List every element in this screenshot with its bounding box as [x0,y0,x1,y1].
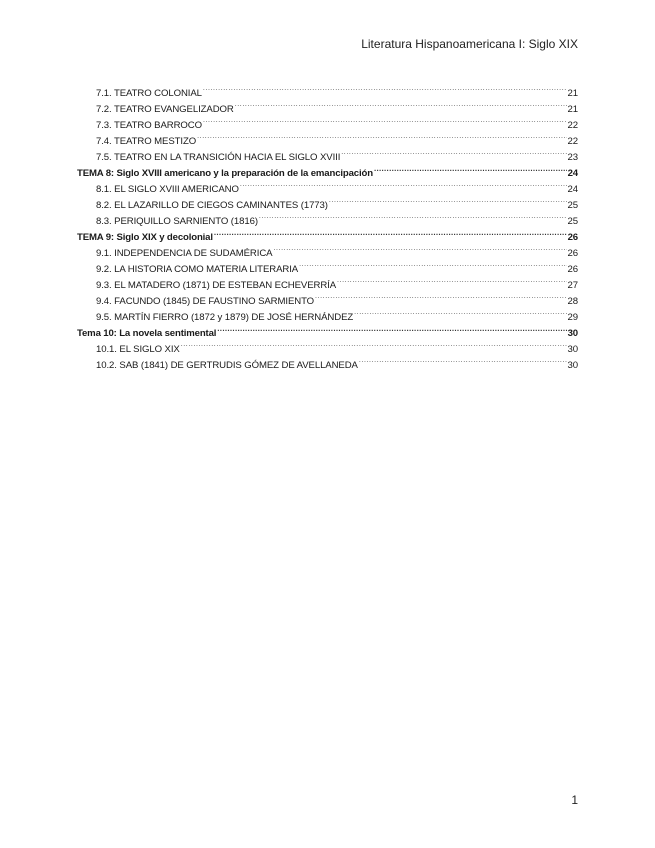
toc-dot-leader [329,192,567,208]
toc-entry-page-number: 29 [567,312,578,323]
toc-entry-page-number: 21 [567,104,578,115]
toc-entry-label: 7.5. TEATRO EN LA TRANSICIÓN HACIA EL SIGLO XVIII [96,152,341,163]
toc-entry-page-number: 28 [567,296,578,307]
toc-entry-label: 9.4. FACUNDO (1845) DE FAUSTINO SARMIENTO [96,296,315,307]
toc-entry-page-number: 30 [567,344,578,355]
toc-entry-page-number: 26 [567,232,578,243]
toc-dot-leader [315,288,566,304]
toc-dot-leader [374,160,567,176]
toc-entry-page-number: 30 [567,328,578,339]
toc-entry-label: 7.2. TEATRO EVANGELIZADOR [96,104,234,115]
toc-entry-label: 8.1. EL SIGLO XVIII AMERICANO [96,184,239,195]
toc-entry-label: Tema 10: La novela sentimental [77,328,217,339]
toc-entry-page-number: 22 [567,120,578,131]
toc-dot-leader [214,224,567,240]
toc-entry-page-number: 25 [567,200,578,211]
toc-dot-leader [217,320,566,336]
toc-entry-label: 9.3. EL MATADERO (1871) DE ESTEBAN ECHEVERRÍA [96,280,337,291]
toc-entry-label: 9.5. MARTÍN FIERRO (1872 y 1879) DE JOSÉ HERNÁNDEZ [96,312,354,323]
toc-dot-leader [299,256,566,272]
toc-dot-leader [181,336,567,352]
toc-entry-page-number: 26 [567,264,578,275]
toc-entry-label: 8.3. PERIQUILLO SARNIENTO (1816) [96,216,258,227]
toc-entry-page-number: 24 [567,168,578,179]
toc-entry-label: TEMA 9: Siglo XIX y decolonial [77,232,213,243]
toc-dot-leader [235,96,567,112]
toc-entry-label: 7.3. TEATRO BARROCO [96,120,202,131]
toc-entry-page-number: 21 [567,88,578,99]
toc-entry-page-number: 22 [567,136,578,147]
toc-dot-leader [203,80,567,96]
toc-entry-label: TEMA 8: Siglo XVIII americano y la preparación de la emancipación [77,168,373,179]
toc-dot-leader [240,176,567,192]
toc-dot-leader [337,272,566,288]
toc-entry-page-number: 27 [567,280,578,291]
toc-dot-leader [203,112,567,128]
toc-dot-leader [354,304,566,320]
toc-entry-label: 8.2. EL LAZARILLO DE CIEGOS CAMINANTES (1773) [96,200,328,211]
toc-entry-page-number: 24 [567,184,578,195]
toc-entry-label: 10.1. EL SIGLO XIX [96,344,180,355]
toc-entry-page-number: 30 [567,360,578,371]
toc-entry-label: 7.4. TEATRO MESTIZO [96,136,197,147]
page-header-title: Literatura Hispanoamericana I: Siglo XIX [361,37,578,51]
toc-dot-leader [341,144,566,160]
page-number: 1 [571,793,578,807]
table-of-contents [77,80,578,371]
toc-dot-leader [259,208,567,224]
toc-dot-leader [273,240,566,256]
toc-entry-page-number: 23 [567,152,578,163]
toc-entry-label: 9.1. INDEPENDENCIA DE SUDAMÉRICA [96,248,273,259]
toc-dot-leader [359,352,567,368]
toc-entry-label: 7.1. TEATRO COLONIAL [96,88,202,99]
toc-entry-page-number: 26 [567,248,578,259]
toc-section-entry[interactable] [77,80,578,99]
toc-dot-leader [197,128,566,144]
toc-entry-page-number: 25 [567,216,578,227]
toc-entry-label: 9.2. LA HISTORIA COMO MATERIA LITERARIA [96,264,299,275]
toc-entry-label: 10.2. SAB (1841) DE GERTRUDIS GÓMEZ DE AVELLANEDA [96,360,358,371]
